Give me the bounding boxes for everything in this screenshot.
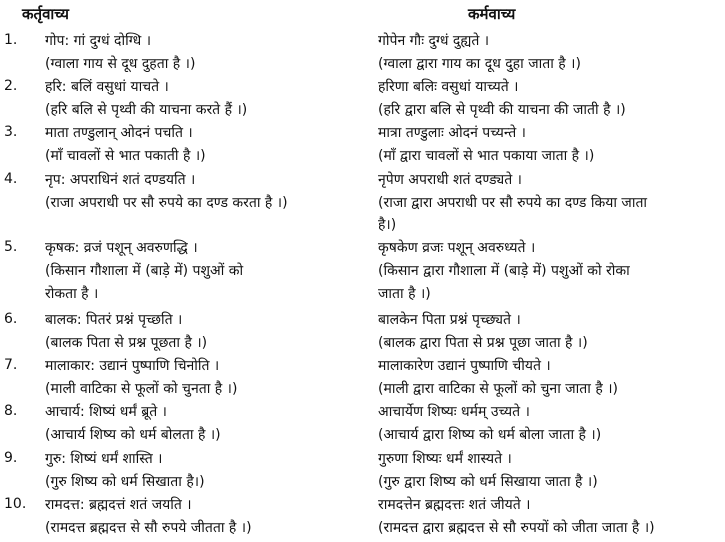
- passive-translation: (किसान द्वारा गौशाला में (बाड़े में) पशुओं को रोका: [378, 263, 630, 279]
- passive-sentence: कृषकेण व्रजः पशून् अवरुध्यते ।: [378, 240, 536, 256]
- passive-translation: (माँ द्वारा चावलों से भात पकाया जाता है ।): [378, 148, 595, 164]
- active-translation: (राजा अपराधी पर सौ रुपये का दण्ड करता है ।): [45, 195, 288, 211]
- active-translation: (हरि बलि से पृथ्वी की याचना करते हैं ।): [45, 102, 248, 118]
- active-translation: (बालक पिता से प्रश्न पूछता है ।): [45, 335, 208, 351]
- active-translation: (रामदत्त ब्रह्मदत्त से सौ रुपये जीतता है ।): [45, 520, 252, 536]
- active-translation: (माली वाटिका से फूलों को चुनता है ।): [45, 381, 238, 397]
- passive-sentence: मात्रा तण्डुलाः ओदनं पच्यन्ते ।: [378, 125, 526, 141]
- active-translation: (ग्वाला गाय से दूध दुहता है ।): [45, 56, 196, 72]
- active-sentence: गुरु: शिष्यं धर्मं शास्ति ।: [45, 451, 163, 467]
- row-number: 6.: [4, 311, 18, 327]
- passive-translation-cont: जाता है ।): [378, 286, 431, 302]
- active-sentence: मालाकार: उद्यानं पुष्पाणि चिनोति ।: [45, 358, 220, 374]
- active-translation: (माँ चावलों से भात पकाती है ।): [45, 148, 206, 164]
- row-number: 1.: [4, 32, 18, 48]
- passive-sentence: बालकेन पिता प्रश्नं पृच्छ्यते ।: [378, 312, 521, 328]
- header-left: कर्तृवाच्य: [22, 5, 69, 23]
- active-sentence: रामदत्त: ब्रह्मदत्तं शतं जयति ।: [45, 497, 192, 513]
- passive-sentence: नृपेण अपराधी शतं दण्ड्यते ।: [378, 172, 522, 188]
- row-number: 3.: [4, 124, 18, 140]
- passive-translation: (माली द्वारा वाटिका से फूलों को चुना जाता है ।): [378, 381, 618, 397]
- passive-translation: (हरि द्वारा बलि से पृथ्वी की याचना की जाती है ।): [378, 102, 626, 118]
- row-number: 2.: [4, 78, 18, 94]
- row-number: 10.: [4, 496, 27, 512]
- active-sentence: आचार्य: शिष्यं धर्मं ब्रूते ।: [45, 404, 167, 420]
- passive-sentence: हरिणा बलिः वसुधां याच्यते ।: [378, 79, 519, 95]
- row-number: 5.: [4, 239, 18, 255]
- row-number: 9.: [4, 450, 18, 466]
- active-translation-cont: रोकता है ।: [45, 286, 99, 302]
- passive-sentence: गुरुणा शिष्यः धर्मं शास्यते ।: [378, 451, 512, 467]
- row-number: 8.: [4, 403, 18, 419]
- passive-translation: (ग्वाला द्वारा गाय का दूध दुहा जाता है ।): [378, 56, 581, 72]
- passive-sentence: मालाकारेण उद्यानं पुष्पाणि चीयते ।: [378, 358, 551, 374]
- active-sentence: गोप: गां दुग्धं दोग्धि ।: [45, 33, 151, 49]
- active-sentence: हरि: बलिं वसुधां याचते ।: [45, 79, 169, 95]
- passive-translation: (राजा द्वारा अपराधी पर सौ रुपये का दण्ड किया जाता: [378, 195, 648, 211]
- passive-translation: (रामदत्त द्वारा ब्रह्मदत्त से सौ रुपयों को जीता जाता है ।): [378, 520, 655, 536]
- active-translation: (आचार्य शिष्य को धर्म बोलता है ।): [45, 427, 221, 443]
- passive-translation: (बालक द्वारा पिता से प्रश्न पूछा जाता है ।): [378, 335, 588, 351]
- header-right: कर्मवाच्य: [468, 5, 516, 23]
- active-sentence: बालक: पितरं प्रश्नं पृच्छति ।: [45, 312, 183, 328]
- row-number: 7.: [4, 357, 18, 373]
- passive-translation-cont: है।): [378, 217, 397, 233]
- active-translation: (गुरु शिष्य को धर्म सिखाता है।): [45, 474, 205, 490]
- active-sentence: माता तण्डुलान् ओदनं पचति ।: [45, 125, 193, 141]
- passive-translation: (गुरु द्वारा शिष्य को धर्म सिखाया जाता है ।): [378, 474, 598, 490]
- passive-sentence: आचार्येण शिष्यः धर्मम् उच्यते ।: [378, 404, 530, 420]
- passive-translation: (आचार्य द्वारा शिष्य को धर्म बोला जाता है ।): [378, 427, 602, 443]
- passive-sentence: रामदत्तेन ब्रह्मदत्तः शतं जीयते ।: [378, 497, 531, 513]
- active-translation: (किसान गौशाला में (बाड़े में) पशुओं को: [45, 263, 244, 279]
- passive-sentence: गोपेन गौः दुग्धं दुह्यते ।: [378, 33, 490, 49]
- active-sentence: नृप: अपराधिनं शतं दण्डयति ।: [45, 172, 196, 188]
- row-number: 4.: [4, 171, 18, 187]
- active-sentence: कृषक: व्रजं पशून् अवरुणद्धि ।: [45, 240, 198, 256]
